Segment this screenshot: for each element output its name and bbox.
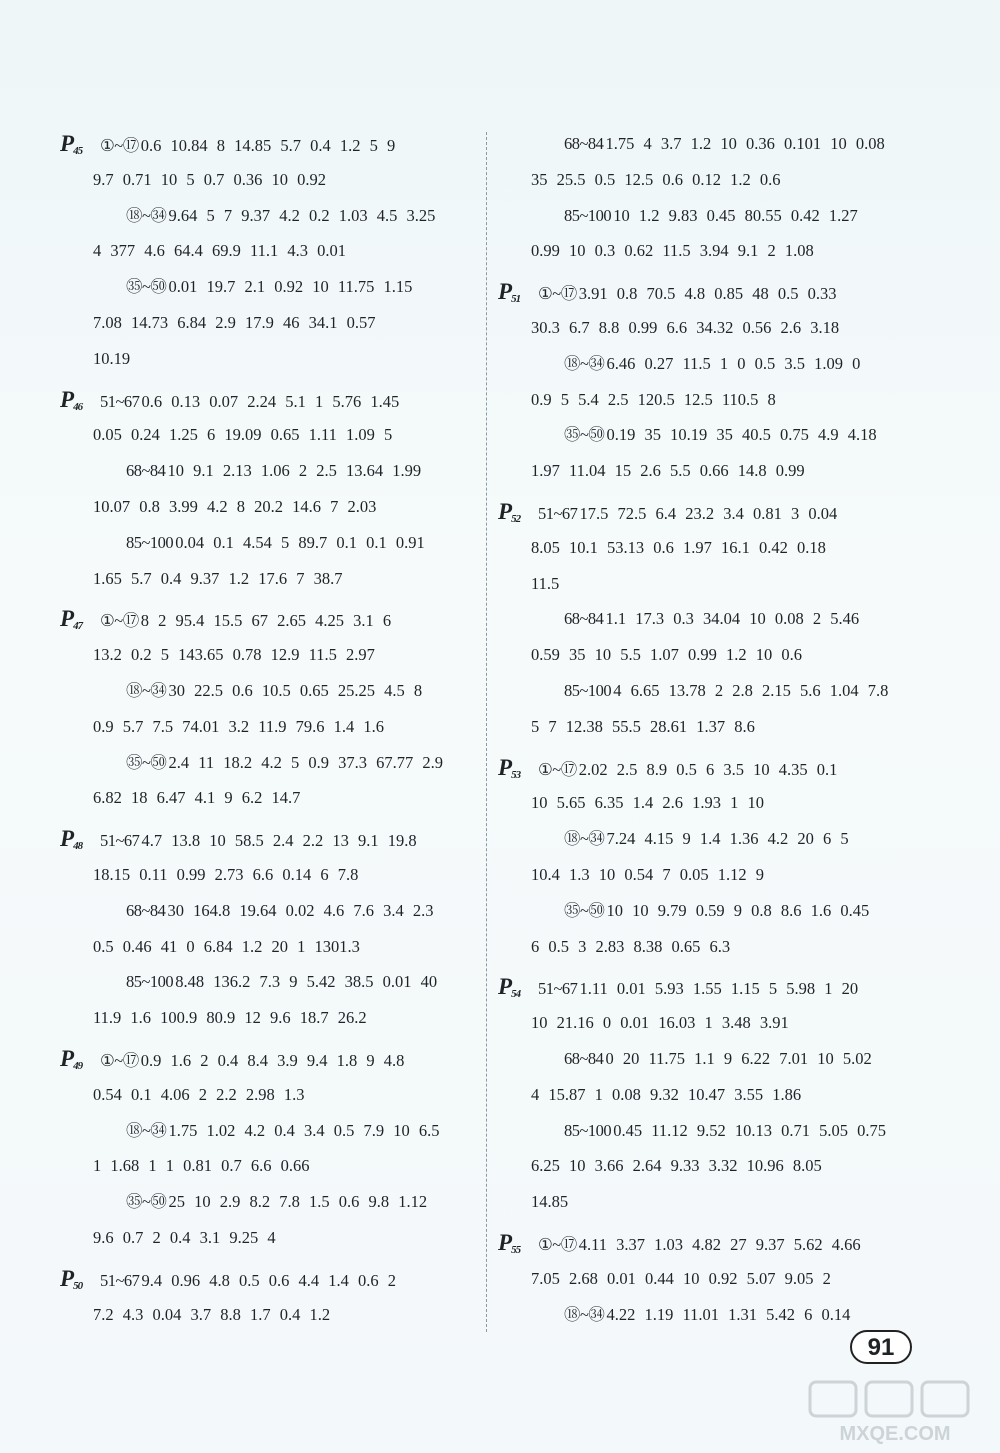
answer-line — [60, 198, 480, 234]
answer-values: 0.6 0.13 0.07 2.24 5.1 1 5.76 1.45 — [141, 391, 400, 411]
answer-line — [498, 310, 918, 346]
page-ref-number: 55 — [511, 1243, 521, 1256]
question-range: 85~100 — [126, 972, 174, 992]
question-range: ①~⑰ — [538, 1234, 577, 1254]
question-range: ①~⑰ — [100, 136, 139, 155]
answer-line — [60, 233, 480, 269]
question-range: ⑱~㉞ — [564, 829, 605, 849]
answer-values: 7.08 14.73 6.84 2.9 17.9 46 34.1 0.57 — [93, 312, 376, 332]
answer-line — [498, 274, 918, 310]
answer-values: 1.97 11.04 15 2.6 5.5 0.66 14.8 0.99 — [531, 461, 805, 481]
question-range: ①~⑰ — [538, 759, 577, 779]
answer-values: 2.02 2.5 8.9 0.5 6 3.5 10 4.35 0.1 — [578, 759, 838, 779]
answer-line — [498, 709, 918, 745]
answer-values: 2.4 11 18.2 4.2 5 0.9 37.3 67.77 2.9 — [168, 752, 443, 772]
answer-line — [498, 233, 918, 269]
answer-line — [498, 750, 918, 786]
answer-line — [60, 1261, 480, 1297]
answer-values: 0.9 5.7 7.5 74.01 3.2 11.9 79.6 1.4 1.6 — [93, 716, 385, 736]
question-range: ⑱~㉞ — [564, 353, 605, 373]
answer-values: 7.05 2.68 0.01 0.44 10 0.92 5.07 9.05 2 — [531, 1268, 831, 1288]
question-range: 85~100 — [126, 532, 174, 552]
answer-line — [60, 1113, 480, 1149]
answer-values: 10 5.65 6.35 1.4 2.6 1.93 1 10 — [531, 793, 764, 813]
answer-values: 4 15.87 1 0.08 9.32 10.47 3.55 1.86 — [531, 1084, 802, 1104]
answer-line — [498, 1297, 918, 1333]
answer-values: 0.99 10 0.3 0.62 11.5 3.94 9.1 2 1.08 — [531, 241, 814, 261]
question-range: 68~84 — [564, 609, 604, 629]
answer-values: 17.5 72.5 6.4 23.2 3.4 0.81 3 0.04 — [579, 503, 838, 523]
answer-line — [498, 1225, 918, 1261]
answer-line — [60, 709, 480, 745]
right-answer-column — [498, 126, 918, 1337]
answer-line — [498, 1148, 918, 1184]
answer-line — [60, 162, 480, 198]
answer-values: 0.01 19.7 2.1 0.92 10 11.75 1.15 — [168, 277, 413, 297]
answer-values: 7.2 4.3 0.04 3.7 8.8 1.7 0.4 1.2 — [93, 1304, 331, 1324]
answer-values: 8.48 136.2 7.3 9 5.42 38.5 0.01 40 — [175, 972, 438, 992]
column-divider — [486, 132, 487, 1332]
page-ref-label: $P_{52}$ — [498, 498, 521, 525]
answer-values: 6 0.5 3 2.83 8.38 0.65 6.3 — [531, 936, 731, 956]
answer-values: 6.25 10 3.66 2.64 9.33 3.32 10.96 8.05 — [531, 1156, 822, 1176]
answer-values: 14.85 — [531, 1192, 569, 1212]
watermark-text: MXQE.COM — [839, 1423, 951, 1445]
answer-line — [60, 964, 480, 1000]
answer-values: 25 10 2.9 8.2 7.8 1.5 0.6 9.8 1.12 — [168, 1192, 428, 1212]
answer-line — [498, 566, 918, 602]
answer-values: 8 2 95.4 15.5 67 2.65 4.25 3.1 6 — [140, 611, 392, 631]
answer-line — [498, 969, 918, 1005]
answer-line — [498, 857, 918, 893]
answer-line — [498, 821, 918, 857]
answer-line — [60, 341, 480, 377]
page-ref-label: $P_{49}$ — [60, 1045, 83, 1072]
answer-line — [498, 417, 918, 453]
answer-values: 0.04 0.1 4.54 5 89.7 0.1 0.1 0.91 — [175, 532, 425, 552]
page-ref-number: 48 — [73, 840, 83, 853]
answer-values: 10.19 — [93, 348, 131, 368]
answer-values: 30 22.5 0.6 10.5 0.65 25.25 4.5 8 — [168, 680, 423, 700]
question-range: ㉟~㊿ — [564, 425, 605, 445]
answer-values: 0.6 10.84 8 14.85 5.7 0.4 1.2 5 9 — [140, 136, 396, 155]
answer-values: 30 164.8 19.64 0.02 4.6 7.6 3.4 2.3 — [167, 900, 434, 920]
answer-values: 11.9 1.6 100.9 80.9 12 9.6 18.7 26.2 — [93, 1008, 367, 1028]
question-range: ①~⑰ — [100, 611, 139, 631]
question-range: ㉟~㊿ — [126, 752, 167, 772]
answer-values: 9.4 0.96 4.8 0.5 0.6 4.4 1.4 0.6 2 — [141, 1270, 396, 1290]
question-range: ⑱~㉞ — [126, 205, 167, 225]
answer-values: 4.11 3.37 1.03 4.82 27 9.37 5.62 4.66 — [578, 1234, 861, 1254]
answer-values: 18.15 0.11 0.99 2.73 6.6 0.14 6 7.8 — [93, 864, 359, 884]
answer-line — [60, 305, 480, 341]
answer-line — [498, 530, 918, 566]
page-ref-label: $P_{47}$ — [60, 606, 83, 633]
question-range: ⑱~㉞ — [564, 1304, 605, 1324]
answer-line — [498, 162, 918, 198]
answer-line — [498, 929, 918, 965]
answer-values: 1.11 0.01 5.93 1.55 1.15 5 5.98 1 20 — [579, 979, 859, 999]
answer-values: 7.24 4.15 9 1.4 1.36 4.2 20 6 5 — [606, 829, 849, 849]
answer-line — [498, 893, 918, 929]
page-ref-number: 54 — [511, 988, 521, 1001]
question-range: 85~100 — [564, 205, 612, 225]
answer-line — [498, 453, 918, 489]
answer-values: 35 25.5 0.5 12.5 0.6 0.12 1.2 0.6 — [531, 169, 781, 189]
section-gap — [60, 1332, 480, 1337]
answer-values: 9.7 0.71 10 5 0.7 0.36 10 0.92 — [93, 169, 326, 189]
page-ref-label: $P_{51}$ — [498, 279, 521, 306]
page-ref-number: 53 — [511, 768, 521, 781]
answer-values: 3.91 0.8 70.5 4.8 0.85 48 0.5 0.33 — [578, 284, 837, 304]
answer-line — [60, 1184, 480, 1220]
answer-line — [60, 929, 480, 965]
answer-line — [498, 1077, 918, 1113]
answer-values: 0.54 0.1 4.06 2 2.2 2.98 1.3 — [93, 1084, 305, 1104]
page-ref-number: 51 — [511, 293, 521, 306]
answer-values: 9.64 5 7 9.37 4.2 0.2 1.03 4.5 3.25 — [168, 205, 436, 225]
page-ref-number: 47 — [73, 620, 83, 633]
page-ref-label: $P_{48}$ — [60, 826, 83, 853]
answer-values: 0 20 11.75 1.1 9 6.22 7.01 10 5.02 — [605, 1048, 872, 1068]
answer-values: 0.5 0.46 41 0 6.84 1.2 20 1 1301.3 — [93, 936, 360, 956]
page-ref-label: $P_{50}$ — [60, 1265, 83, 1292]
answer-values: 0.9 1.6 2 0.4 8.4 3.9 9.4 1.8 9 4.8 — [140, 1050, 405, 1070]
answer-line — [498, 1005, 918, 1041]
answer-values: 0.45 11.12 9.52 10.13 0.71 5.05 0.75 — [613, 1120, 886, 1140]
answer-line — [60, 382, 480, 418]
answer-line — [60, 417, 480, 453]
answer-line — [60, 1297, 480, 1333]
answer-line — [498, 1261, 918, 1297]
answer-line — [498, 601, 918, 637]
answer-line — [498, 673, 918, 709]
answer-values: 10 21.16 0 0.01 16.03 1 3.48 3.91 — [531, 1013, 789, 1033]
answer-line — [498, 346, 918, 382]
answer-line — [60, 857, 480, 893]
answer-values: 1.75 1.02 4.2 0.4 3.4 0.5 7.9 10 6.5 — [168, 1120, 440, 1140]
watermark-logo — [800, 1378, 990, 1448]
answer-line — [60, 489, 480, 525]
question-range: ⑱~㉞ — [126, 1120, 167, 1140]
answer-line — [60, 1077, 480, 1113]
answer-line — [60, 269, 480, 305]
left-answer-column — [60, 126, 480, 1337]
answer-values: 11.5 — [531, 573, 560, 593]
answer-values: 1.1 17.3 0.3 34.04 10 0.08 2 5.46 — [605, 609, 860, 629]
question-range: ㉟~㊿ — [126, 277, 167, 297]
answer-values: 4.7 13.8 10 58.5 2.4 2.2 13 9.1 19.8 — [141, 831, 417, 851]
question-range: ⑱~㉞ — [126, 680, 167, 700]
answer-values: 0.19 35 10.19 35 40.5 0.75 4.9 4.18 — [606, 425, 877, 445]
answer-line — [60, 453, 480, 489]
page-ref-number: 45 — [73, 145, 83, 157]
page-ref-number: 49 — [73, 1059, 83, 1072]
answer-line — [60, 893, 480, 929]
answer-line — [60, 1148, 480, 1184]
answer-line — [498, 1113, 918, 1149]
answer-line — [60, 745, 480, 781]
answer-values: 1.75 4 3.7 1.2 10 0.36 0.101 10 0.08 — [605, 134, 885, 153]
answer-line — [498, 494, 918, 530]
answer-values: 10 1.2 9.83 0.45 80.55 0.42 1.27 — [613, 205, 858, 225]
page-number: 91 — [850, 1330, 912, 1364]
answer-values: 4.22 1.19 11.01 1.31 5.42 6 0.14 — [606, 1304, 851, 1324]
answer-line — [498, 1041, 918, 1077]
answer-line — [498, 382, 918, 418]
question-range: 68~84 — [126, 461, 166, 481]
answer-line — [498, 126, 918, 162]
answer-values: 4 377 4.6 64.4 69.9 11.1 4.3 0.01 — [93, 241, 347, 261]
answer-values: 10 10 9.79 0.59 9 0.8 8.6 1.6 0.45 — [606, 900, 870, 920]
answer-values: 10 9.1 2.13 1.06 2 2.5 13.64 1.99 — [167, 461, 422, 481]
answer-line — [498, 785, 918, 821]
answer-line — [60, 1000, 480, 1036]
question-range: 85~100 — [564, 680, 612, 700]
answer-line — [60, 1041, 480, 1077]
answer-line — [60, 821, 480, 857]
answer-line — [498, 637, 918, 673]
page-ref-number: 50 — [73, 1279, 83, 1292]
answer-values: 0.05 0.24 1.25 6 19.09 0.65 1.11 1.09 5 — [93, 425, 393, 445]
answer-values: 1 1.68 1 1 0.81 0.7 6.6 0.66 — [93, 1156, 310, 1176]
question-range: 51~67 — [100, 391, 140, 411]
answer-values: 6.82 18 6.47 4.1 9 6.2 14.7 — [93, 788, 301, 808]
answer-values: 9.6 0.7 2 0.4 3.1 9.25 4 — [93, 1227, 276, 1247]
answer-line — [60, 673, 480, 709]
answer-line — [498, 198, 918, 234]
page-ref-label: $P_{46}$ — [60, 386, 83, 413]
answer-line — [60, 637, 480, 673]
page-ref-label: $P_{54}$ — [498, 974, 521, 1001]
question-range: ①~⑰ — [100, 1050, 139, 1070]
question-range: 68~84 — [564, 1048, 604, 1068]
page-ref-label: $P_{53}$ — [498, 754, 521, 781]
page-ref-number: 46 — [73, 400, 83, 413]
question-range: ㉟~㊿ — [126, 1192, 167, 1212]
answer-values: 5 7 12.38 55.5 28.61 1.37 8.6 — [531, 716, 755, 736]
answer-values: 8.05 10.1 53.13 0.6 1.97 16.1 0.42 0.18 — [531, 537, 826, 557]
answer-line — [60, 561, 480, 597]
question-range: 51~67 — [538, 979, 578, 999]
answer-line — [60, 1220, 480, 1256]
answer-values: 0.9 5 5.4 2.5 120.5 12.5 110.5 8 — [531, 389, 776, 409]
question-range: 68~84 — [564, 134, 604, 153]
answer-values: 10.07 0.8 3.99 4.2 8 20.2 14.6 7 2.03 — [93, 496, 377, 516]
question-range: 51~67 — [100, 831, 140, 851]
answer-line — [60, 780, 480, 816]
question-range: 51~67 — [100, 1270, 140, 1290]
answer-values: 13.2 0.2 5 143.65 0.78 12.9 11.5 2.97 — [93, 645, 375, 665]
answer-line — [60, 126, 480, 162]
question-range: 85~100 — [564, 1120, 612, 1140]
question-range: ①~⑰ — [538, 284, 577, 304]
answer-values: 1.65 5.7 0.4 9.37 1.2 17.6 7 38.7 — [93, 568, 343, 588]
answer-line — [498, 1184, 918, 1220]
answer-values: 10.4 1.3 10 0.54 7 0.05 1.12 9 — [531, 864, 764, 884]
answer-values: 30.3 6.7 8.8 0.99 6.6 34.32 0.56 2.6 3.18 — [531, 317, 840, 337]
answer-values: 6.46 0.27 11.5 1 0 0.5 3.5 1.09 0 — [606, 353, 861, 373]
page-ref-label: $P_{45}$ — [60, 131, 83, 157]
question-range: 68~84 — [126, 900, 166, 920]
answer-values: 4 6.65 13.78 2 2.8 2.15 5.6 1.04 7.8 — [613, 680, 889, 700]
answer-line — [60, 525, 480, 561]
answer-values: 0.59 35 10 5.5 1.07 0.99 1.2 10 0.6 — [531, 645, 802, 665]
question-range: 51~67 — [538, 503, 578, 523]
page-ref-number: 52 — [511, 512, 521, 525]
question-range: ㉟~㊿ — [564, 900, 605, 920]
answer-line — [60, 601, 480, 637]
page-ref-label: $P_{55}$ — [498, 1229, 521, 1256]
